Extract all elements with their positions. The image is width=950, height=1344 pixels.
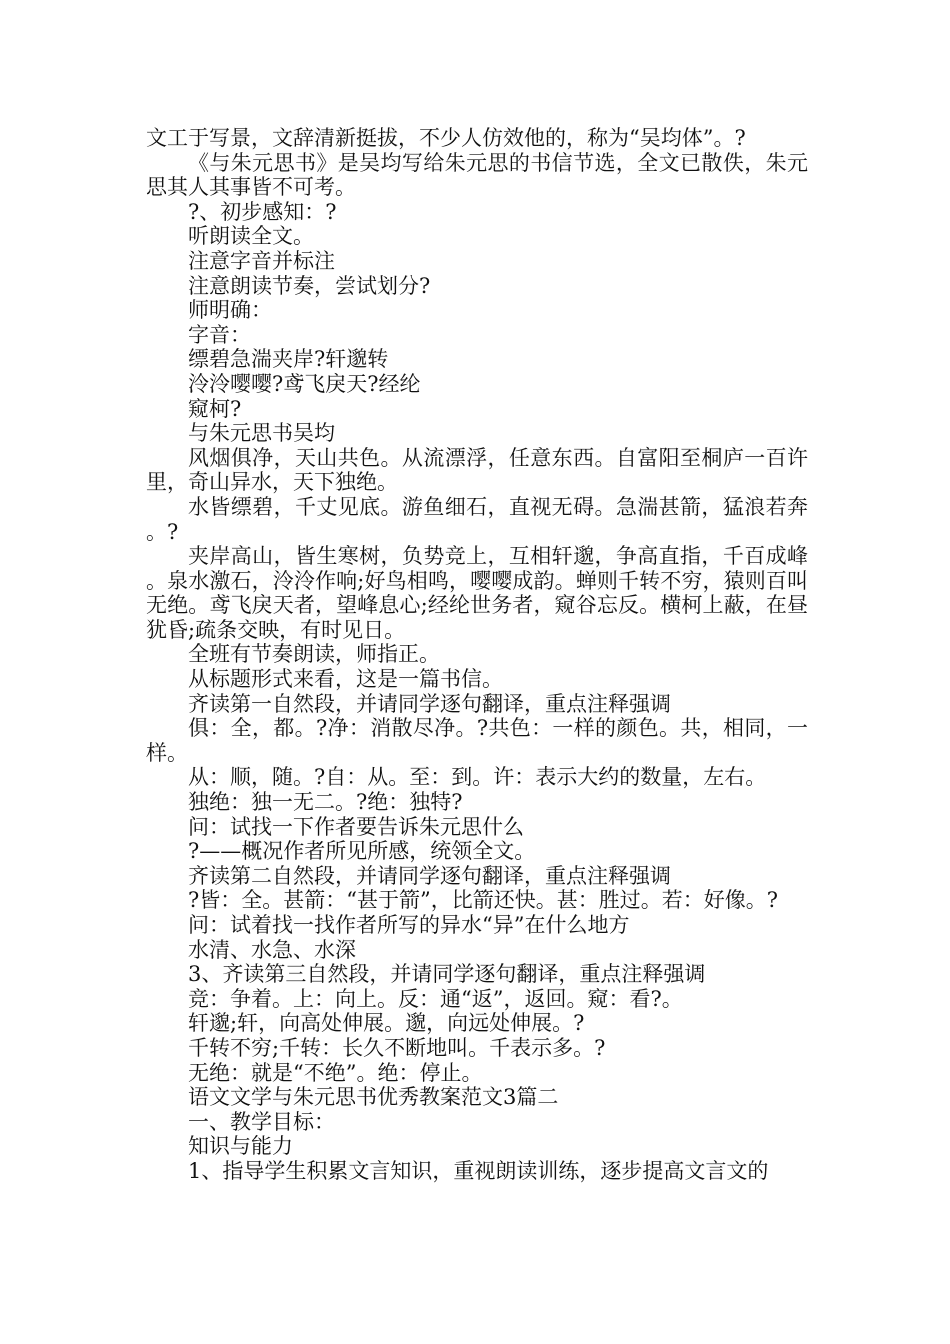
paragraph: 风烟俱净，天山共色。从流漂浮，任意东西。自富阳至桐庐一百许里，奇山异水，天下独绝。 — [146, 445, 808, 495]
section-heading: 语文文学与朱元思书优秀教案范文3篇二 — [188, 1085, 559, 1110]
paragraph: 注意字音并标注 — [188, 248, 335, 273]
paragraph: 一、教学目标： — [188, 1109, 335, 1134]
paragraph: 文工于写景，文辞清新挺拔，不少人仿效他的，称为“吴均体”。? — [146, 126, 746, 150]
paragraph: 全班有节奏朗读，师指正。 — [188, 642, 440, 667]
paragraph: 《与朱元思书》是吴均写给朱元思的书信节选，全文已散佚，朱元思其人其事皆不可考。 — [146, 150, 808, 200]
paragraph: 无绝：就是“不绝”。绝：停止。 — [188, 1060, 483, 1085]
paragraph: 窥柯? — [188, 396, 242, 421]
paragraph: ?——概况作者所见所感，统领全文。 — [188, 839, 536, 864]
paragraph: 从标题形式来看，这是一篇书信。 — [188, 667, 503, 692]
paragraph: 轩邈;轩，向高处伸展。邈，向远处伸展。? — [188, 1011, 585, 1036]
paragraph: 问：试找一下作者要告诉朱元思什么 — [188, 814, 524, 839]
document-body — [146, 126, 808, 1184]
paragraph: 知识与能力 — [188, 1134, 293, 1159]
paragraph: 独绝：独一无二。?绝：独特? — [188, 790, 463, 815]
paragraph: 千转不穷;千转：长久不断地叫。千表示多。? — [188, 1035, 606, 1060]
paragraph: 俱：全，都。?净：消散尽净。?共色：一样的颜色。共，相同，一样。 — [146, 716, 808, 765]
paragraph: 缥碧急湍夹岸?轩邈转 — [188, 347, 389, 372]
paragraph: 字音： — [188, 322, 251, 347]
paragraph: 师明确： — [188, 298, 272, 323]
paragraph: 泠泠嘤嘤?鸢飞戾天?经纶 — [188, 371, 421, 396]
paragraph: 问：试着找一找作者所写的异水“异”在什么地方 — [188, 913, 630, 937]
paragraph: ?、初步感知：? — [188, 199, 337, 224]
paragraph: 夹岸高山，皆生寒树，负势竞上，互相轩邈，争高直指，千百成峰。泉水激石，泠泠作响;好鸟相鸣，嘤嘤成韵。蝉则千转不穷，猿则百叫无绝。鸢飞戾天者，望峰息心;经纶世务者，窥谷忘反。横柯上蔽，在昼犹昏;疏条交映，有时见日。 — [146, 544, 808, 642]
paragraph: 注意朗读节奏，尝试划分? — [188, 273, 431, 298]
paragraph: 水皆缥碧，千丈见底。游鱼细石，直视无碍。急湍甚箭，猛浪若奔。? — [146, 494, 808, 544]
paragraph: 水清、水急、水深 — [188, 937, 356, 962]
paragraph: 3、齐读第三自然段，并请同学逐句翻译，重点注释强调 — [188, 962, 706, 987]
paragraph: 听朗读全文。 — [188, 224, 314, 249]
paragraph: 1、指导学生积累文言知识，重视朗读训练，逐步提高文言文的 — [188, 1158, 769, 1183]
paragraph: 竞：争着。上：向上。反：通“返”，返回。窥：看?。 — [188, 986, 683, 1011]
paragraph: 与朱元思书吴均 — [188, 421, 335, 446]
paragraph: 从：顺，随。?自：从。至：到。许：表示大约的数量，左右。 — [188, 765, 767, 790]
paragraph: 齐读第二自然段，并请同学逐句翻译，重点注释强调 — [188, 863, 671, 888]
paragraph: 齐读第一自然段，并请同学逐句翻译，重点注释强调 — [188, 691, 671, 716]
paragraph: ?皆：全。甚箭：“甚于箭”，比箭还快。甚：胜过。若：好像。? — [188, 888, 778, 913]
